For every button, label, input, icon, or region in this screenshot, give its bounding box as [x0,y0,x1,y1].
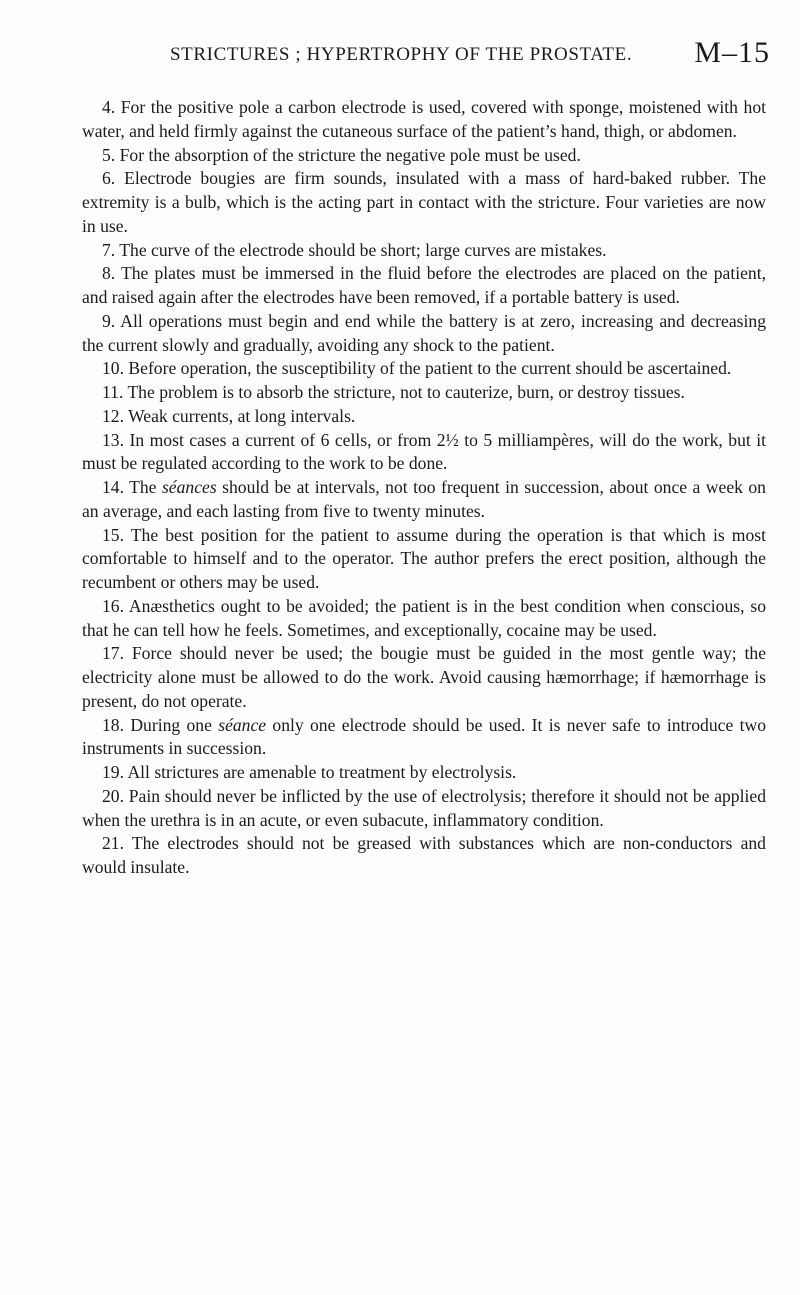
list-item-11 [82,381,766,405]
item-number: 8. [102,263,116,284]
list-item-7 [82,239,766,263]
running-head [140,36,770,76]
list-item-4 [82,96,766,144]
list-item-21 [82,832,766,880]
list-item-13 [82,429,766,477]
item-text: The plates must be immersed in the fluid before the electrodes are placed on the patient, and raised again after the electrodes have been removed, if a portable battery is used. [82,263,766,307]
running-title: STRICTURES ; HYPERTROPHY OF THE PROSTATE. [170,44,633,65]
item-number: 20. [102,785,124,806]
item-text-pre: During one [130,714,219,735]
item-text: Anæsthetics ought to be avoided; the patient is in the best condition when conscious, so that he can tell how he feels. Sometimes, and exceptionally, cocaine may be used. [82,595,766,640]
list-item-20 [82,785,766,833]
item-text-post: only one electrode should be used. It is never safe to introduce two instruments in succession. [82,714,766,759]
item-number: 5. [102,144,116,165]
item-text: For the positive pole a carbon electrode is used, covered with sponge, moistened with hot water, and held firmly against the cutaneous surface of the patient’s hand, thigh, or abdomen. [82,97,767,141]
body-text [82,96,766,880]
page-number: M–15 [694,36,770,69]
item-number: 19. [102,762,124,782]
item-number: 10. [102,358,124,379]
item-text: For the absorption of the stricture the negative pole must be used. [119,144,581,165]
list-item-15 [82,524,766,595]
item-text: Before operation, the susceptibility of the patient to the current should be ascertained. [128,358,732,379]
list-item-8 [82,262,766,310]
item-text: Pain should never be inflicted by the use of electrolysis; therefore it should not be applied when the urethra is in an acute, or even subacute, inflammatory condition. [82,785,766,830]
item-text-post: should be at intervals, not too frequent in succession, about once a week on an average, and each lasting from five to twenty minutes. [82,477,766,521]
list-item-14 [82,476,766,524]
list-item-5 [82,144,766,168]
item-number: 7. [102,239,116,260]
list-item-9 [82,310,766,358]
item-text: All strictures are amenable to treatment by electrolysis. [127,762,517,782]
item-text-emphasis: séances [161,477,217,497]
item-text: Weak currents, at long intervals. [128,405,356,426]
item-number: 21. [102,833,124,854]
item-number: 17. [102,643,124,664]
list-item-16 [82,595,766,643]
item-number: 15. [102,524,124,545]
list-item-12 [82,405,766,429]
item-number: 11. [102,382,124,402]
item-number: 12. [102,405,124,426]
item-text: Force should never be used; the bougie must be guided in the most gentle way; the electricity alone must be allowed to do the work. Avoid causing hæmorrhage; if hæmorrhage is present, do not operate. [82,643,767,711]
list-item-6 [82,167,766,238]
item-text: All operations must begin and end while the battery is at zero, increasing and decreasing the current slowly and gradually, avoiding any shock to the patient. [82,310,766,355]
item-number: 13. [102,429,124,450]
item-text: The best position for the patient to assume during the operation is that which is most comfortable to himself and to the operator. The author prefers the erect position, although the recumbent or others may be used. [82,524,766,592]
item-number: 9. [102,310,116,331]
item-number: 4. [102,97,116,117]
item-text-emphasis: séance [218,714,267,735]
list-item-10 [82,357,766,381]
item-text-pre: The [129,477,162,497]
item-number: 18. [102,714,124,735]
item-text: The curve of the electrode should be short; large curves are mistakes. [119,239,607,260]
list-item-17 [82,642,766,713]
item-text: In most cases a current of 6 cells, or from 2½ to 5 milliampères, will do the work, but it must be regulated according to the work to be done. [82,429,766,474]
item-text: The problem is to absorb the stricture, not to cauterize, burn, or destroy tissues. [127,382,685,402]
item-number: 16. [102,595,124,616]
item-number: 14. [102,477,124,497]
item-number: 6. [102,168,116,189]
item-text: The electrodes should not be greased with substances which are non-conductors and would insulate. [82,833,766,877]
list-item-18 [82,714,766,762]
item-text: Electrode bougies are firm sounds, insulated with a mass of hard-baked rubber. The extremity is a bulb, which is the acting part in contact with the stricture. Four varieties are now in use. [82,168,767,236]
list-item-19 [82,761,766,785]
